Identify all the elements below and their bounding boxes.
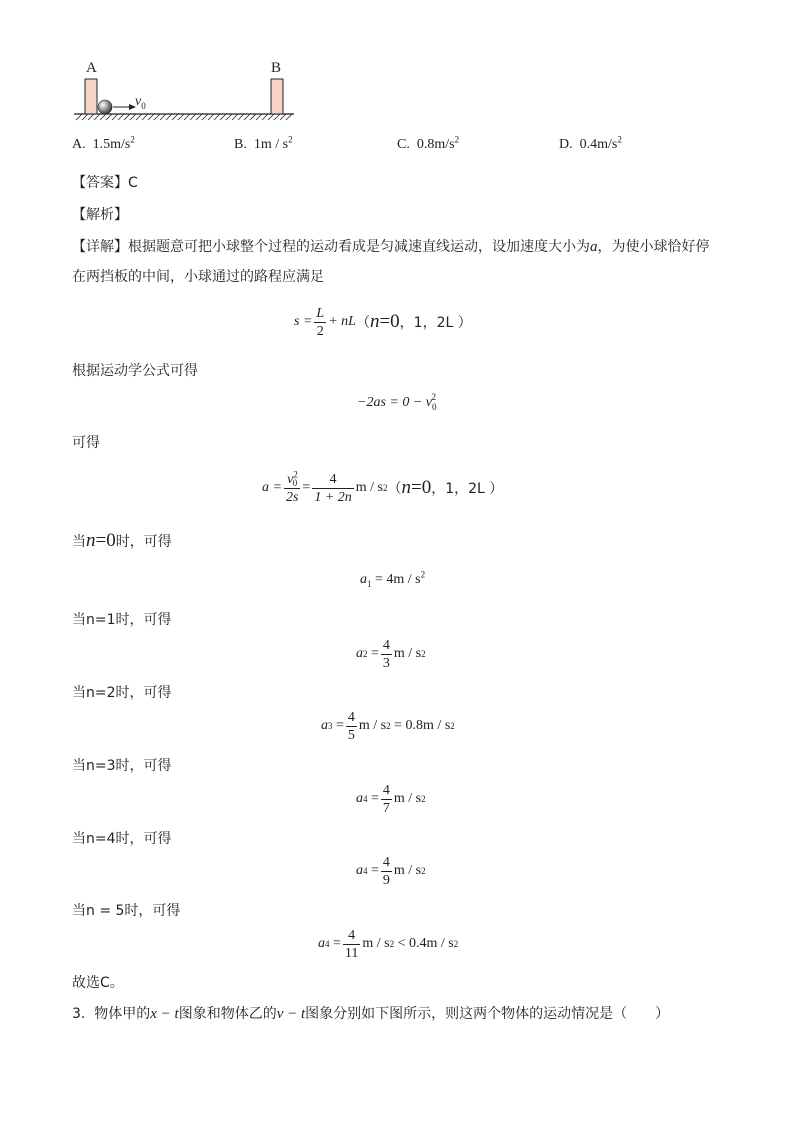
case-3-text: 当n=3时，可得 (72, 758, 172, 774)
track-diagram (70, 58, 300, 128)
case-4-text: 当n=4时，可得 (72, 831, 172, 847)
label-v0: $v_0$ (135, 94, 146, 111)
label-a: A (86, 60, 97, 76)
case-1-text: 当n=1时，可得 (72, 612, 172, 628)
detail-line-1: 【详解】根据题意可把小球整个过程的运动看成是匀减速直线运动，设加速度大小为a，为使小球恰好停 (72, 239, 710, 255)
option-c[interactable]: C. $0.8m/s^2$ (397, 134, 460, 152)
analysis-label: 【解析】 (72, 207, 128, 223)
case-5-result: a 4 = $\frac{4}{11}$ m / s 2 < 0.4m / s 2 (318, 927, 459, 961)
case-4-result: a 4 = $\frac{4}{9}$ m / s 2 (356, 854, 426, 888)
option-d[interactable]: D. $0.4m/s^2$ (559, 134, 622, 152)
text-kinematics: 根据运动学公式可得 (72, 363, 198, 379)
label-b: B (271, 60, 282, 76)
case-0-text: 当n=0时，可得 (72, 530, 172, 551)
equation-path-length: s = $\frac{L}{2}$ + nL （ n =0 ，1，2L ） (294, 305, 472, 339)
equation-acceleration: a = $\frac{v^2_0}{2s}$ = $\frac{4}{1 + 2n}$ m / s 2 （ n =0 ，1，2L ） (262, 468, 504, 505)
case-2-result: a 3 = $\frac{4}{5}$ m / s 2 = 0.8m / s 2 (321, 709, 455, 743)
ground-hatch (76, 114, 292, 120)
text-kede: 可得 (72, 435, 100, 451)
ball (98, 100, 112, 114)
question-3: 3. 物体甲的x − t图象和物体乙的v − t图象分别如下图所示，则这两个物体的运动情况是（ ） (72, 1006, 670, 1022)
case-0-result: $a_1 = 4m / s^2$ (360, 569, 426, 589)
option-b[interactable]: B. $1m / s^2$ (234, 134, 293, 152)
case-3-result: a 4 = $\frac{4}{7}$ m / s 2 (356, 782, 426, 816)
option-a[interactable]: A. $1.5m/s^2$ (72, 134, 135, 152)
conclusion: 故选C。 (72, 975, 124, 991)
board-b (271, 79, 283, 114)
answer-line: 【答案】C (72, 175, 138, 191)
case-1-result: a 2 = $\frac{4}{3}$ m / s 2 (356, 637, 426, 671)
case-2-text: 当n=2时，可得 (72, 685, 172, 701)
case-5-text: 当n = 5时，可得 (72, 903, 181, 919)
detail-line-2: 在两挡板的中间，小球通过的路程应满足 (72, 269, 324, 285)
board-a (85, 79, 97, 114)
equation-kinematic: $-2as = 0 - v_0^2$ (357, 392, 437, 412)
